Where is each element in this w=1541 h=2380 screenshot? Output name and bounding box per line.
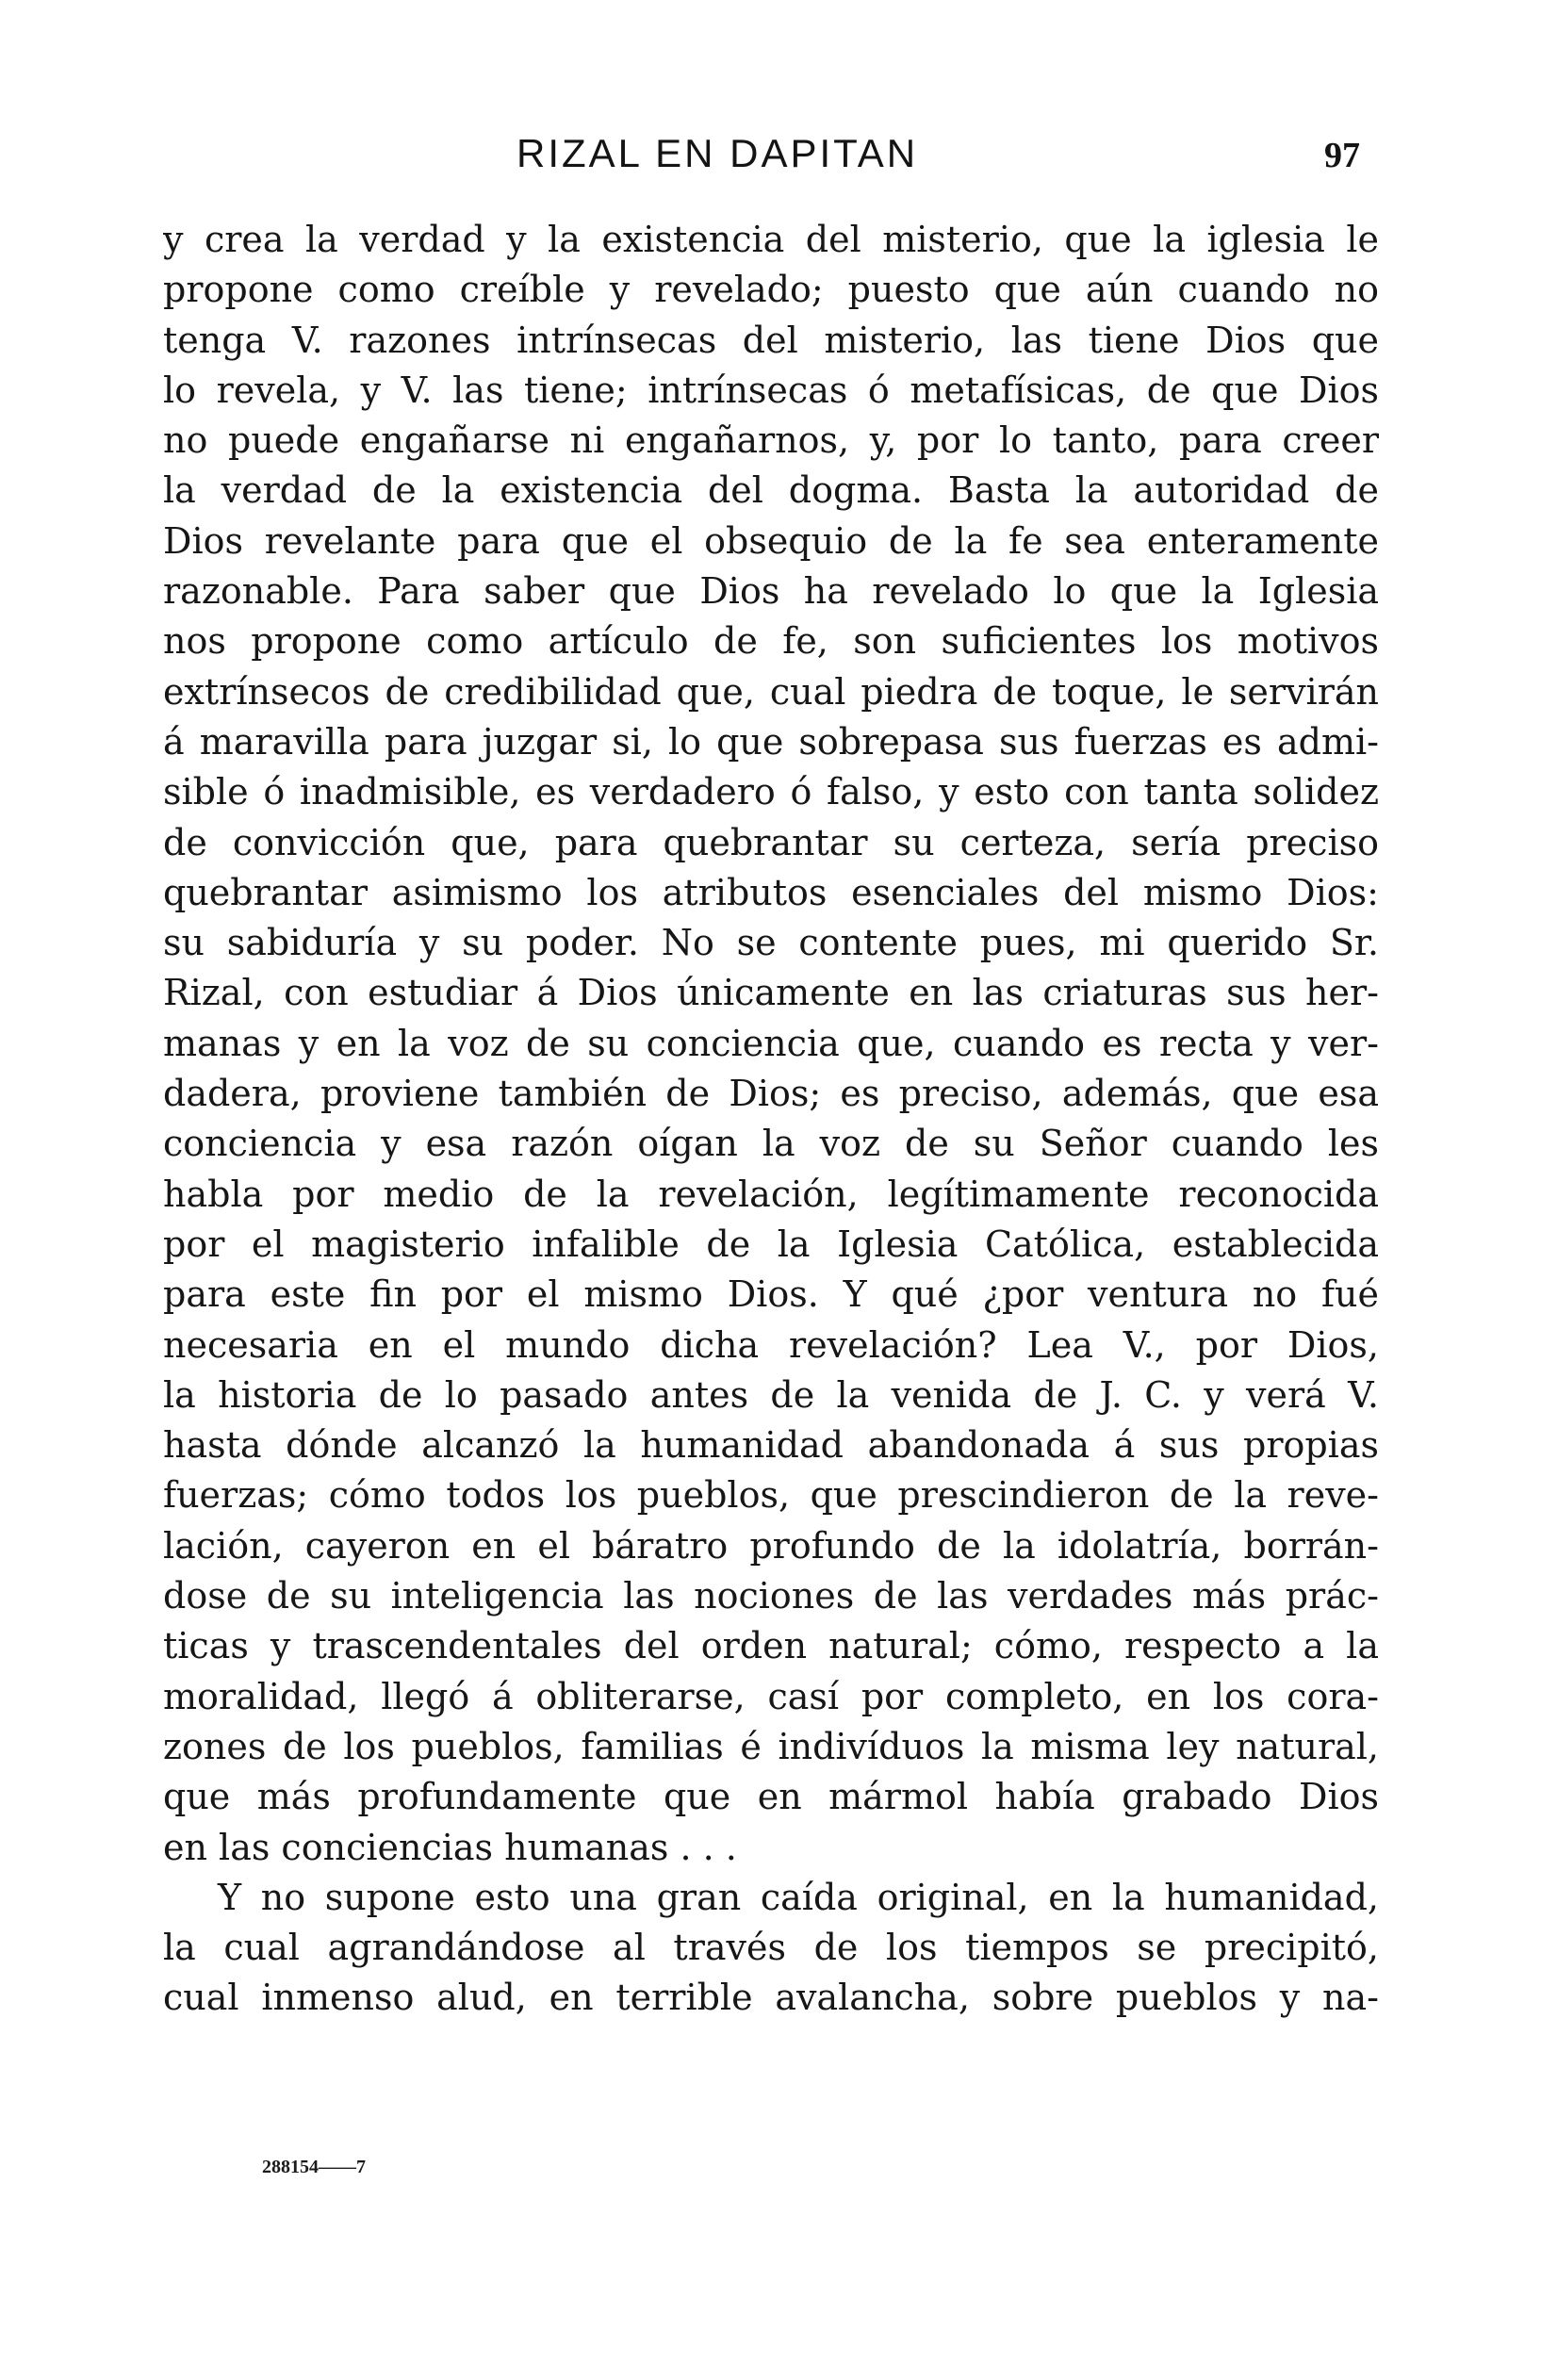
text-line: dose de su inteligencia las nociones de las verdades más prác- — [163, 1575, 1379, 1617]
text-line: cual inmenso alud, en terrible avalancha, sobre pueblos y na- — [163, 1977, 1379, 2019]
text-line: necesaria en el mundo dicha revelación? Lea V., por Dios, — [163, 1323, 1379, 1366]
text-line: y crea la verdad y la existencia del misterio, que la iglesia le — [163, 219, 1379, 260]
text-line: razonable. Para saber que Dios ha revelado lo que la Iglesia — [163, 570, 1379, 613]
text-line: que más profundamente que en mármol había grabado Dios — [163, 1776, 1379, 1818]
text-line: extrínsecos de credibilidad que, cual piedra de toque, le servirán — [163, 670, 1379, 713]
text-line: zones de los pueblos, familias é indivíduos la misma ley natural, — [163, 1725, 1379, 1767]
text-line: hasta dónde alcanzó la humanidad abandonada á sus propias — [163, 1424, 1379, 1467]
text-line: Dios revelante para que el obsequio de la fe sea enteramente — [163, 519, 1379, 562]
body-text — [163, 215, 1379, 2024]
signature-mark: 288154——7 — [262, 2157, 366, 2177]
text-line: de convicción que, para quebrantar su certeza, sería preciso — [163, 821, 1379, 863]
text-line: la cual agrandándose al través de los tiempos se precipitó, — [163, 1927, 1379, 1969]
text-line: tenga V. razones intrínsecas del misterio, las tiene Dios que — [163, 319, 1379, 361]
text-line: la historia de lo pasado antes de la venida de J. C. y verá V. — [163, 1373, 1379, 1416]
text-line: nos propone como artículo de fe, son suficientes los motivos — [163, 620, 1379, 663]
text-line: manas y en la voz de su conciencia que, cuando es recta y ver- — [163, 1022, 1379, 1064]
text-line: quebrantar asimismo los atributos esenciales del mismo Dios: — [163, 871, 1379, 913]
text-line: Rizal, con estudiar á Dios únicamente en las criaturas sus her- — [163, 972, 1379, 1014]
text-line: su sabiduría y su poder. No se contente pues, mi querido Sr. — [163, 922, 1379, 964]
text-line: á maravilla para juzgar si, lo que sobrepasa sus fuerzas es admi- — [163, 720, 1379, 763]
text-line: para este fin por el mismo Dios. Y qué ¿por ventura no fué — [163, 1273, 1379, 1316]
text-line: lación, cayeron en el báratro profundo de la idolatría, borrán- — [163, 1524, 1379, 1567]
text-line: Y no supone esto una gran caída original, en la humanidad, — [218, 1876, 1379, 1918]
text-line: la verdad de la existencia del dogma. Basta la autoridad de — [163, 469, 1379, 512]
text-line: en las conciencias humanas . . . — [163, 1826, 737, 1868]
text-line: dadera, proviene también de Dios; es preciso, además, que esa — [163, 1073, 1379, 1115]
text-line: sible ó inadmisible, es verdadero ó falso, y esto con tanta solidez — [163, 771, 1379, 813]
paragraph — [163, 1873, 1379, 2024]
page-number: 97 — [1324, 136, 1360, 175]
text-line: lo revela, y V. las tiene; intrínsecas ó metafísicas, de que Dios — [163, 369, 1379, 411]
text-line: ticas y trascendentales del orden natural; cómo, respecto a la — [163, 1625, 1379, 1667]
text-line: moralidad, llegó á obliterarse, casí por completo, en los cora- — [163, 1675, 1379, 1717]
text-line: propone como creíble y revelado; puesto que aún cuando no — [163, 269, 1379, 311]
text-line: habla por medio de la revelación, legítimamente reconocida — [163, 1173, 1379, 1215]
text-line: no puede engañarse ni engañarnos, y, por lo tanto, para creer — [163, 419, 1379, 462]
text-line: conciencia y esa razón oígan la voz de su Señor cuando les — [163, 1123, 1379, 1165]
paragraph — [163, 215, 1379, 1873]
text-line: por el magisterio infalible de la Iglesia Católica, establecida — [163, 1223, 1379, 1265]
text-line: fuerzas; cómo todos los pueblos, que prescindieron de la reve- — [163, 1474, 1379, 1517]
running-title: RIZAL EN DAPITAN — [516, 131, 919, 175]
